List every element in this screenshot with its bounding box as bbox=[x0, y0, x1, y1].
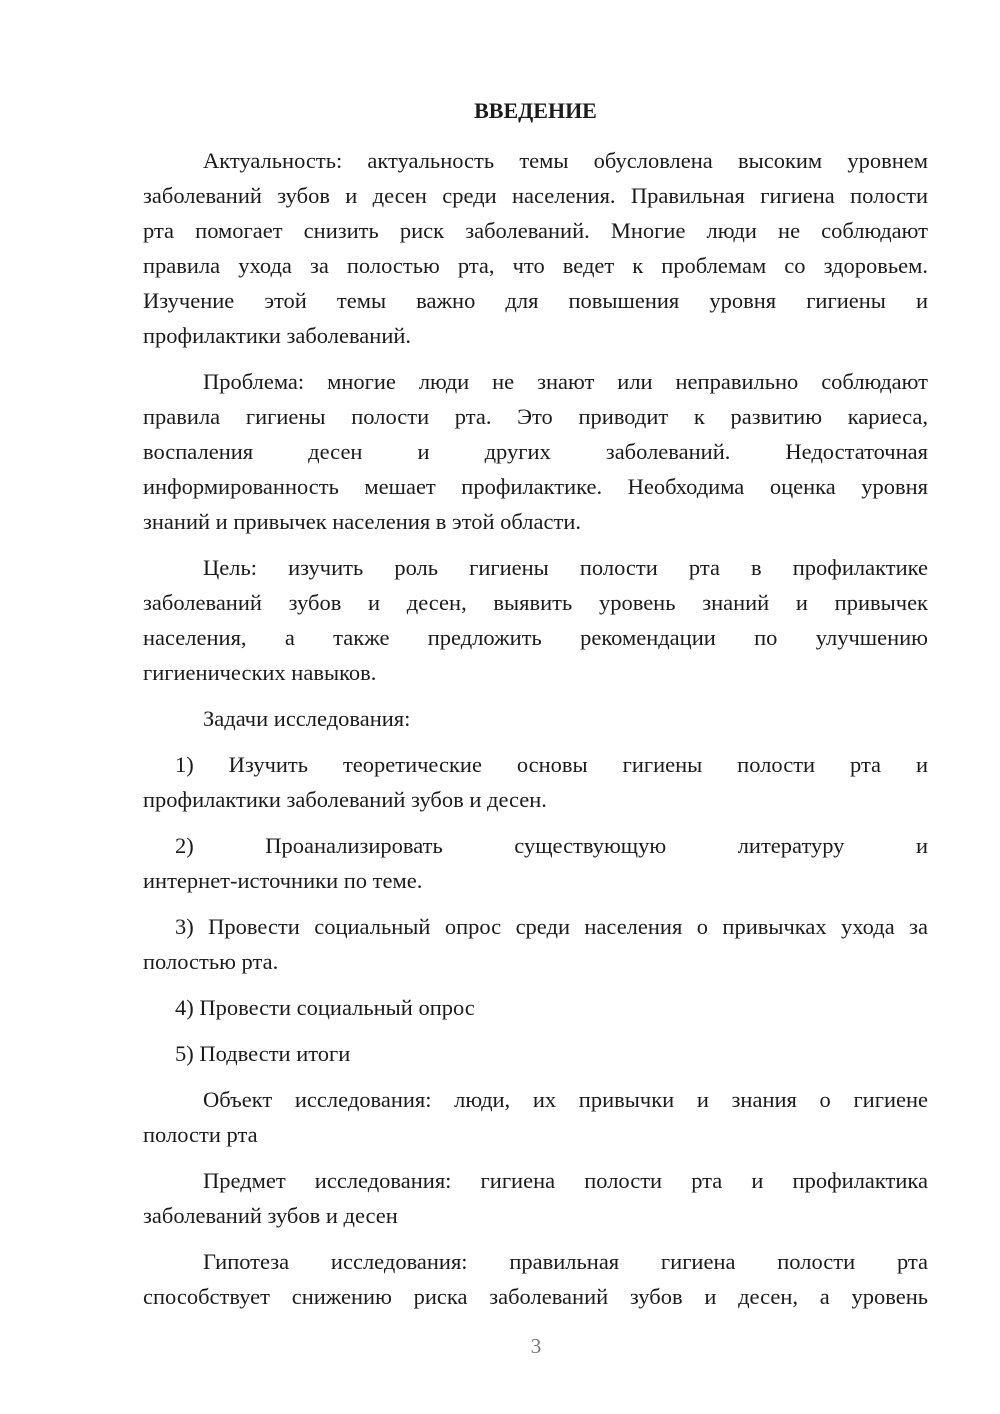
text-line: 2) Проанализировать существующую литературу и bbox=[175, 833, 928, 858]
page-title: ВВЕДЕНИЕ bbox=[474, 98, 597, 123]
text-line: заболеваний зубов и десен bbox=[143, 1203, 398, 1228]
paragraph bbox=[143, 701, 928, 736]
text-line: рта помогает снизить риск заболеваний. Многие люди не соблюдают bbox=[143, 218, 928, 243]
text-line: информированность мешает профилактике. Необходима оценка уровня bbox=[143, 474, 928, 499]
document-page bbox=[143, 93, 928, 1325]
paragraph bbox=[143, 1163, 928, 1233]
text-line: Задачи исследования: bbox=[203, 706, 411, 731]
text-line: способствует снижению риска заболеваний зубов и десен, а уровень bbox=[143, 1284, 928, 1309]
text-line: заболеваний зубов и десен, выявить уровень знаний и привычек bbox=[143, 590, 928, 615]
text-line: профилактики заболеваний. bbox=[143, 323, 412, 348]
text-line: Изучение этой темы важно для повышения уровня гигиены и bbox=[143, 288, 928, 313]
text-line: 3) Провести социальный опрос среди населения о привычках ухода за bbox=[175, 914, 928, 939]
page-number: 3 bbox=[530, 1334, 542, 1358]
list-item bbox=[143, 1036, 928, 1071]
text-line: полости рта bbox=[143, 1122, 258, 1147]
text-line: Гипотеза исследования: правильная гигиена полости рта bbox=[203, 1249, 928, 1274]
text-line: воспаления десен и других заболеваний. Недостаточная bbox=[143, 439, 928, 464]
paragraph bbox=[143, 1082, 928, 1152]
paragraph bbox=[143, 364, 928, 539]
text-line: 1) Изучить теоретические основы гигиены полости рта и bbox=[175, 752, 928, 777]
text-line: Актуальность: актуальность темы обусловлена высоким уровнем bbox=[203, 148, 928, 173]
text-line: правила ухода за полостью рта, что ведет к проблемам со здоровьем. bbox=[143, 253, 928, 278]
text-line: Объект исследования: люди, их привычки и знания о гигиене bbox=[203, 1087, 928, 1112]
paragraph bbox=[143, 550, 928, 690]
text-line: Предмет исследования: гигиена полости рта и профилактика bbox=[203, 1168, 928, 1193]
list-item bbox=[143, 747, 928, 817]
document-body bbox=[143, 143, 928, 1314]
list-item bbox=[143, 990, 928, 1025]
text-line: 4) Провести социальный опрос bbox=[175, 995, 475, 1020]
text-line: гигиенических навыков. bbox=[143, 660, 377, 685]
paragraph bbox=[143, 143, 928, 353]
text-line: 5) Подвести итоги bbox=[175, 1041, 351, 1066]
text-line: профилактики заболеваний зубов и десен. bbox=[143, 787, 547, 812]
text-line: полостью рта. bbox=[143, 949, 279, 974]
text-line: интернет-источники по теме. bbox=[143, 868, 423, 893]
paragraph bbox=[143, 1244, 928, 1314]
text-line: Цель: изучить роль гигиены полости рта в профилактике bbox=[203, 555, 928, 580]
text-line: правила гигиены полости рта. Это приводит к развитию кариеса, bbox=[143, 404, 928, 429]
text-line: населения, а также предложить рекомендации по улучшению bbox=[143, 625, 928, 650]
list-item bbox=[143, 828, 928, 898]
text-line: заболеваний зубов и десен среди населения. Правильная гигиена полости bbox=[143, 183, 928, 208]
text-line: Проблема: многие люди не знают или неправильно соблюдают bbox=[203, 369, 928, 394]
text-line: знаний и привычек населения в этой области. bbox=[143, 509, 582, 534]
list-item bbox=[143, 909, 928, 979]
